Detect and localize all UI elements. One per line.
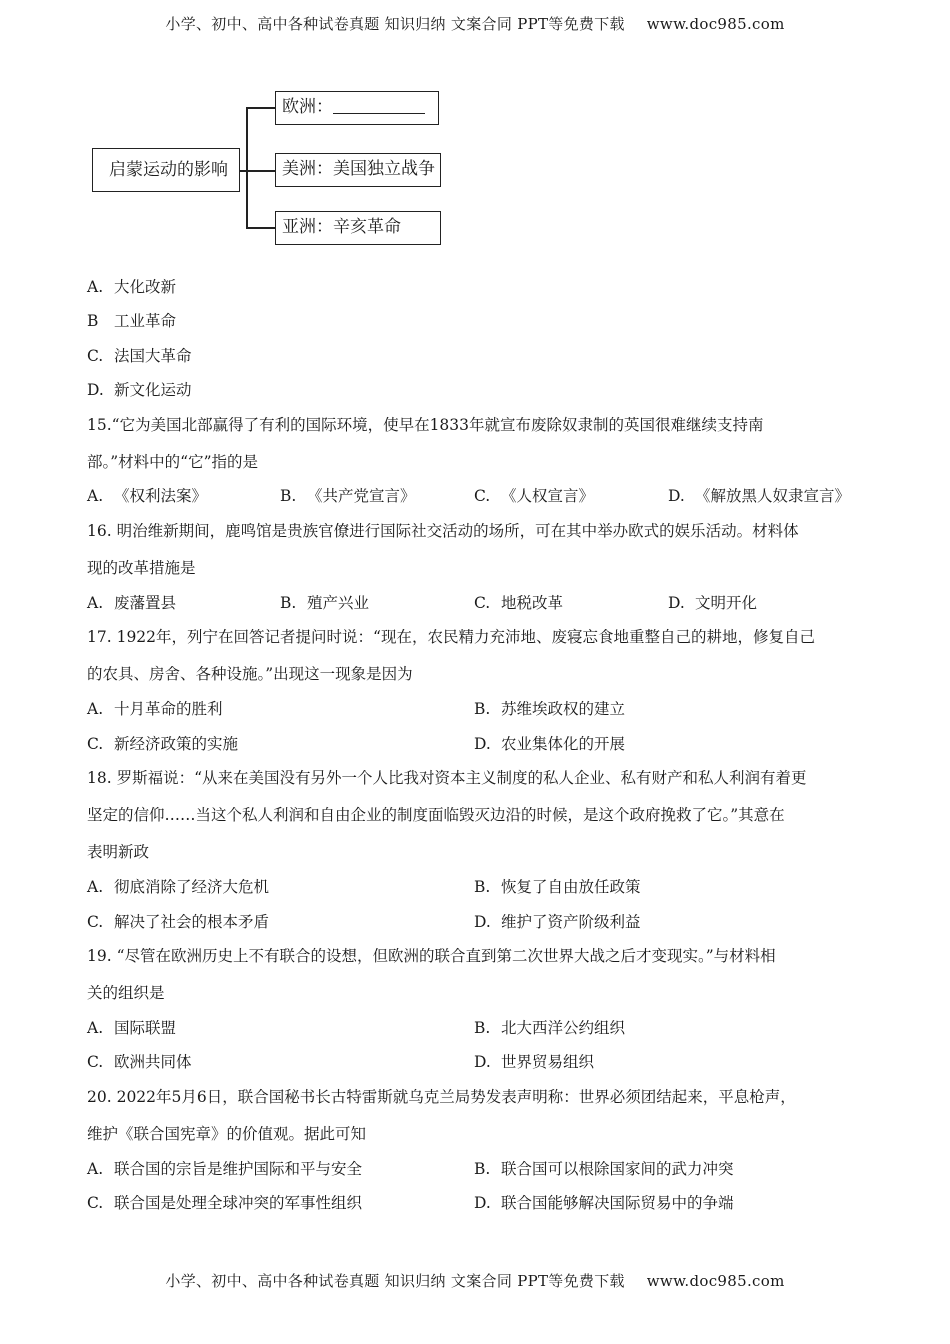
q19-option-d: D. 世界贸易组织 xyxy=(474,1053,595,1071)
q16-stem-line1: 16. 明治维新期间，鹿鸣馆是贵族官僚进行国际社交活动的场所，可在其中举办欧式的娱乐活动。材料体 xyxy=(87,522,799,540)
q19-stem-line2: 关的组织是 xyxy=(87,984,165,1002)
q20-option-c: C. 联合国是处理全球冲突的军事性组织 xyxy=(87,1194,363,1212)
page-header xyxy=(0,13,950,34)
q17-stem-line2: 的农具、房舍、各种设施。”出现这一现象是因为 xyxy=(87,665,413,683)
diagram-europe-box xyxy=(275,91,439,125)
q17-option-b: B. 苏维埃政权的建立 xyxy=(474,700,626,718)
q18-stem-line3: 表明新政 xyxy=(87,843,150,861)
q19-option-b: B. 北大西洋公约组织 xyxy=(474,1019,626,1037)
answer-blank xyxy=(333,95,425,114)
q16-option-c: C. 地税改革 xyxy=(474,594,564,612)
diagram-asia-label: 亚洲：辛亥革命 xyxy=(282,217,401,237)
header-text: 小学、初中、高中各种试卷真题 知识归纳 文案合同 PPT等免费下载 xyxy=(165,15,625,33)
q18-option-c: C. 解决了社会的根本矛盾 xyxy=(87,913,270,931)
q14-option-b: B 工业革命 xyxy=(87,312,177,330)
q15-option-c: C. 《人权宣言》 xyxy=(474,487,595,505)
q16-option-d: D. 文明开化 xyxy=(668,594,758,612)
header-site: www.doc985.com xyxy=(646,15,785,33)
diagram-root-box xyxy=(92,148,240,192)
q16-stem-line2: 现的改革措施是 xyxy=(87,559,196,577)
diagram-root-label: 启蒙运动的影响 xyxy=(109,160,228,180)
q20-option-b: B. 联合国可以根除国家间的武力冲突 xyxy=(474,1160,734,1178)
q15-stem-line2: 部。”材料中的“它”指的是 xyxy=(87,453,259,471)
q19-option-a: A. 国际联盟 xyxy=(87,1019,177,1037)
q20-stem-line1: 20. 2022年5月6日，联合国秘书长古特雷斯就乌克兰局势发表声明称：世界必须团结起来，平息枪声， xyxy=(87,1088,796,1106)
q15-option-a: A. 《权利法案》 xyxy=(87,487,208,505)
diagram-connector xyxy=(246,227,276,229)
diagram-asia-box xyxy=(275,211,441,245)
q17-option-a: A. 十月革命的胜利 xyxy=(87,700,223,718)
q16-option-a: A. 废藩置县 xyxy=(87,594,177,612)
footer-site: www.doc985.com xyxy=(646,1272,785,1290)
q16-option-b: B. 殖产兴业 xyxy=(280,594,370,612)
q14-option-c: C. 法国大革命 xyxy=(87,347,192,365)
diagram-america-label: 美洲：美国独立战争 xyxy=(282,159,435,179)
q15-option-b: B. 《共产党宣言》 xyxy=(280,487,416,505)
q14-option-d: D. 新文化运动 xyxy=(87,381,192,399)
q20-stem-line2: 维护《联合国宪章》的价值观。据此可知 xyxy=(87,1125,367,1143)
q15-stem-line1: 15.“它为美国北部赢得了有利的国际环境，使早在1833年就宣布废除奴隶制的英国很难继续支持南 xyxy=(87,416,764,434)
q17-option-c: C. 新经济政策的实施 xyxy=(87,735,239,753)
page-footer xyxy=(0,1270,950,1291)
diagram-america-box xyxy=(275,153,441,187)
diagram-bracket xyxy=(246,107,248,228)
diagram-europe-label: 欧洲： xyxy=(282,97,333,117)
q18-stem-line1: 18. 罗斯福说：“从来在美国没有另外一个人比我对资本主义制度的私人企业、私有财产和私人利润有着更 xyxy=(87,769,807,787)
q20-option-d: D. 联合国能够解决国际贸易中的争端 xyxy=(474,1194,734,1212)
q18-stem-line2: 坚定的信仰……当这个私人利润和自由企业的制度面临毁灭边沿的时候，是这个政府挽救了它。”其意在 xyxy=(87,806,785,824)
q15-option-d: D. 《解放黑人奴隶宣言》 xyxy=(668,487,851,505)
q18-option-a: A. 彻底消除了经济大危机 xyxy=(87,878,270,896)
q18-option-b: B. 恢复了自由放任政策 xyxy=(474,878,641,896)
diagram-connector xyxy=(246,170,276,172)
q20-option-a: A. 联合国的宗旨是维护国际和平与安全 xyxy=(87,1160,363,1178)
q17-option-d: D. 农业集体化的开展 xyxy=(474,735,626,753)
q17-stem-line1: 17. 1922年，列宁在回答记者提问时说：“现在，农民精力充沛地、废寝忘食地重整自己的耕地，修复自己 xyxy=(87,628,815,646)
footer-text: 小学、初中、高中各种试卷真题 知识归纳 文案合同 PPT等免费下载 xyxy=(165,1272,625,1290)
q14-option-a: A. 大化改新 xyxy=(87,278,177,296)
q19-stem-line1: 19. “尽管在欧洲历史上不有联合的设想，但欧洲的联合直到第二次世界大战之后才变现实。”与材料相 xyxy=(87,947,776,965)
diagram-connector xyxy=(246,107,276,109)
q18-option-d: D. 维护了资产阶级利益 xyxy=(474,913,641,931)
q19-option-c: C. 欧洲共同体 xyxy=(87,1053,192,1071)
